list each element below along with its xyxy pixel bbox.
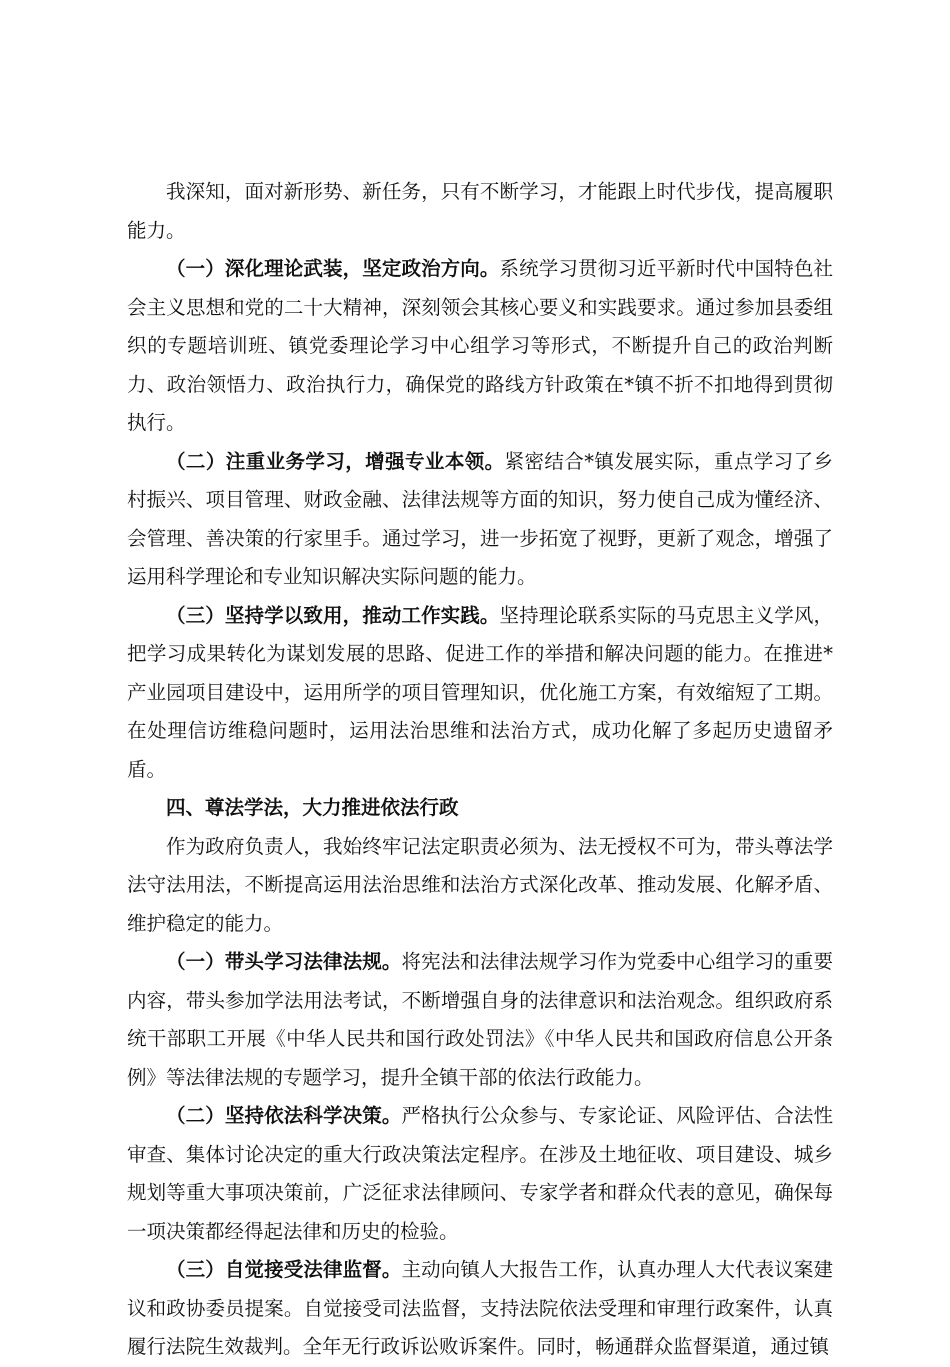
paragraph-decision: [127, 1097, 833, 1251]
paragraph-text: 系统学习贯彻习近平新时代中国特色社会主义思想和党的二十大精神，深刻领会其核心要义和实践要求。通过参加县委组织的专题培训班、镇党委理论学习中心组学习等形式，不断提升自己的政治判断力、政治领悟力、政治执行力，确保党的路线方针政策在*镇不折不扣地得到贯彻执行。: [127, 257, 833, 434]
document-body: [127, 173, 833, 1367]
paragraph-study-intro: [127, 173, 833, 250]
section-heading: 四、尊法学法，大力推进依法行政: [166, 796, 459, 819]
paragraph-text: 紧密结合*镇发展实际，重点学习了乡村振兴、项目管理、财政金融、法律法规等方面的知识，努力使自己成为懂经济、会管理、善决策的行家里手。通过学习，进一步拓宽了视野，更新了观念，增强了运用科学理论和专业知识解决实际问题的能力。: [127, 449, 833, 588]
paragraph-text: 我深知，面对新形势、新任务，只有不断学习，才能跟上时代步伐，提高履职能力。: [127, 180, 833, 242]
paragraph-text: 将宪法和法律法规学习作为党委中心组学习的重要内容，带头参加学法用法考试，不断增强自身的法律意识和法治观念。组织政府系统干部职工开展《中华人民共和国行政处罚法》《中华人民共和国政府信息公开条例》等法律法规的专题学习，提升全镇干部的依法行政能力。: [127, 950, 833, 1089]
paragraph-lead: （二）注重业务学习，增强专业本领。: [166, 449, 505, 473]
paragraph-text: 严格执行公众参与、专家论证、风险评估、合法性审查、集体讨论决定的重大行政决策法定程序。在涉及土地征收、项目建设、城乡规划等重大事项决策前，广泛征求法律顾问、专家学者和群众代表的意见，确保每一项决策都经得起法律和历史的检验。: [127, 1104, 833, 1243]
paragraph-lead: （三）坚持学以致用，推动工作实践。: [166, 603, 500, 627]
paragraph-lead: （二）坚持依法科学决策。: [166, 1104, 402, 1127]
paragraph-text: 主动向镇人大报告工作，认真办理人大代表议案建议和政协委员提案。自觉接受司法监督，支持法院依法受理和审理行政案件，认真履行法院生效裁判。全年无行政诉讼败诉案件。同时，畅通群众监督渠道，通过镇: [127, 1258, 833, 1358]
paragraph-supervision: [127, 1251, 833, 1367]
paragraph-lead: （三）自觉接受法律监督。: [166, 1258, 402, 1281]
paragraph-text: 作为政府负责人，我始终牢记法定职责必须为、法无授权不可为，带头尊法学法守法用法，不断提高运用法治思维和法治方式深化改革、推动发展、化解矛盾、维护稳定的能力。: [127, 834, 833, 935]
paragraph-business-study: [127, 443, 833, 597]
paragraph-law-study: [127, 943, 833, 1097]
paragraph-theory: [127, 250, 833, 443]
paragraph-lead: （一）深化理论武装，坚定政治方向。: [166, 257, 500, 280]
paragraph-lead: （一）带头学习法律法规。: [166, 950, 402, 973]
paragraph-practice: [127, 597, 833, 790]
paragraph-text: 坚持理论联系实际的马克思主义学风，把学习成果转化为谋划发展的思路、促进工作的举措和解决问题的能力。在推进*产业园项目建设中，运用所学的项目管理知识，优化施工方案，有效缩短了工期。在处理信访维稳问题时，运用法治思维和法治方式，成功化解了多起历史遗留矛盾。: [127, 603, 833, 781]
paragraph-law-intro: [127, 828, 833, 944]
